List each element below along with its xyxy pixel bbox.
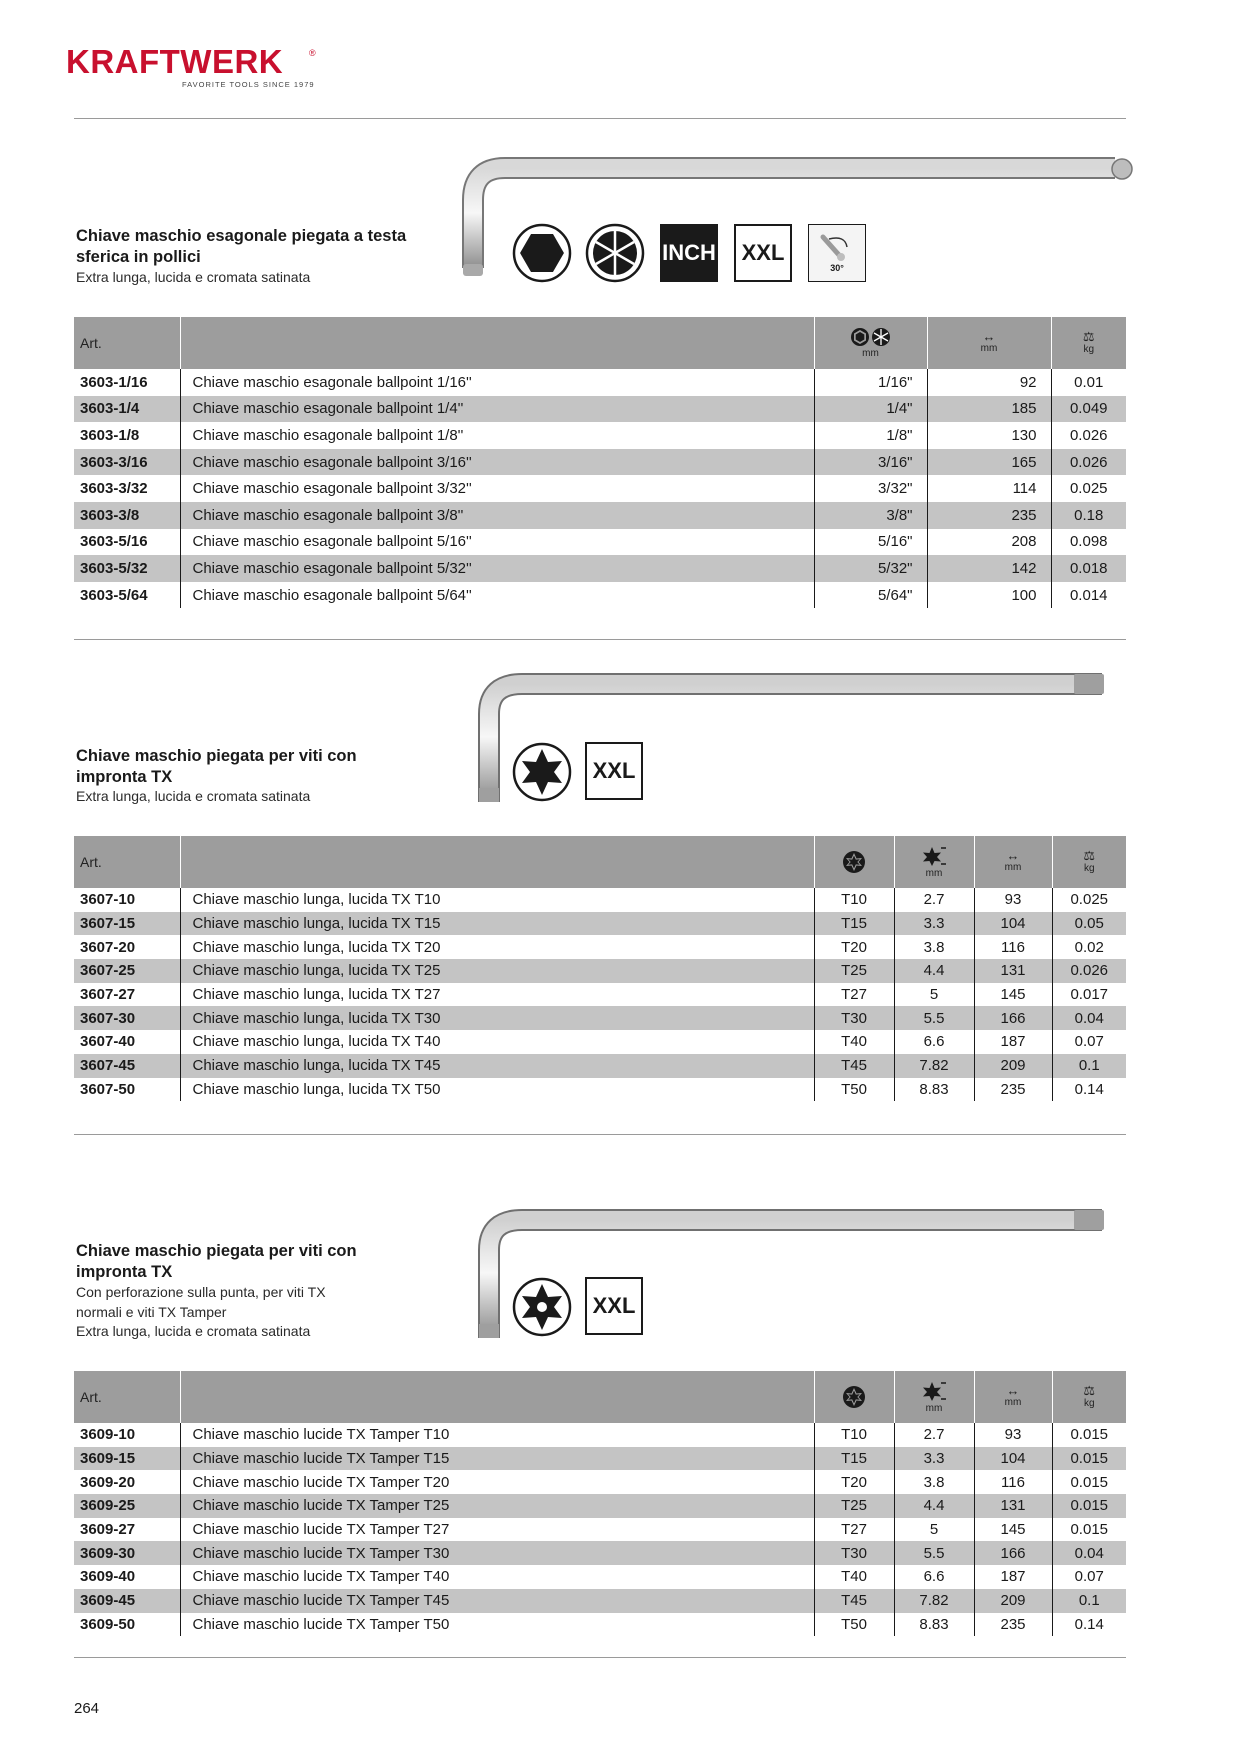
art-cell: 3609-30	[74, 1541, 180, 1565]
weight-cell: 0.098	[1069, 533, 1108, 551]
section-1-title: Chiave maschio esagonale piegata a testa sferica in pollici	[76, 227, 407, 266]
tx-column-header	[814, 1371, 894, 1423]
weight-column-header	[1052, 1371, 1126, 1423]
section-1-subtitle-line: Extra lunga, lucida e cromata satinata	[76, 269, 311, 285]
length-unit-label: mm	[980, 343, 998, 354]
table-row	[74, 1518, 1126, 1542]
tip-unit-label: mm	[925, 1403, 943, 1414]
section-3-title: Chiave maschio piegata per viti con impronta TX	[76, 1242, 357, 1281]
weight-cell: 0.07	[1074, 1033, 1104, 1051]
section-3-subtitle	[76, 1283, 416, 1342]
weight-cell: 0.018	[1051, 555, 1126, 582]
section-3-subtitle-line: Con perforazione sulla punta, per viti TX	[76, 1284, 326, 1300]
desc-cell: Chiave maschio esagonale ballpoint 3/16''	[180, 449, 814, 476]
tx-cell: T10	[814, 1423, 894, 1447]
table-row	[74, 935, 1126, 959]
tx-cell: T50	[814, 1613, 894, 1637]
table-row	[74, 1613, 1126, 1637]
scale-icon: ⚖	[1083, 1383, 1096, 1398]
tx-cell: T50	[814, 1078, 894, 1102]
length-cell: 166	[974, 1006, 1052, 1030]
length-unit-label: mm	[1004, 1397, 1022, 1408]
desc-cell: Chiave maschio lunga, lucida TX T50	[180, 1078, 814, 1102]
torx-icon	[512, 742, 572, 802]
length-cell: 209	[974, 1054, 1052, 1078]
table-header-row	[74, 836, 1126, 888]
desc-cell: Chiave maschio esagonale ballpoint 5/16''	[180, 529, 814, 556]
size-unit-label: mm	[862, 348, 879, 359]
length-cell: 165	[927, 449, 1051, 476]
table-row	[74, 502, 1126, 529]
table-row	[74, 369, 1126, 396]
weight-cell: 0.026	[1051, 449, 1126, 476]
length-cell: 187	[974, 1565, 1052, 1589]
tx-cell: T15	[814, 912, 894, 936]
desc-cell: Chiave maschio lucide TX Tamper T15	[180, 1447, 814, 1471]
art-cell: 3609-20	[74, 1470, 180, 1494]
table-header-row	[74, 317, 1126, 369]
description-column-header	[180, 317, 814, 369]
tx-cell: T30	[814, 1006, 894, 1030]
weight-cell: 0.015	[1052, 1447, 1126, 1471]
weight-unit-label: kg	[1083, 344, 1095, 355]
table-row	[74, 1006, 1126, 1030]
art-cell: 3603-5/64	[74, 582, 180, 609]
desc-cell: Chiave maschio lunga, lucida TX T30	[180, 1006, 814, 1030]
tip-cell: 2.7	[894, 1423, 974, 1447]
art-cell: 3609-25	[74, 1494, 180, 1518]
table-row	[74, 1030, 1126, 1054]
length-cell: 131	[974, 959, 1052, 983]
tip-cell: 7.82	[894, 1589, 974, 1613]
size-cell: 1/4"	[814, 396, 927, 423]
length-cell: 116	[974, 1470, 1052, 1494]
length-cell: 116	[974, 935, 1052, 959]
weight-column-header	[1052, 836, 1126, 888]
weight-cell: 0.015	[1052, 1494, 1126, 1518]
scale-icon: ⚖	[1083, 848, 1096, 863]
description-column-header	[180, 1371, 814, 1423]
tx-cell: T45	[814, 1589, 894, 1613]
xxl-badge: XXL	[585, 1277, 643, 1335]
tip-column-header	[894, 836, 974, 888]
tx-cell: T10	[814, 888, 894, 912]
spec-table-3609	[74, 1371, 1126, 1636]
length-cell: 104	[974, 912, 1052, 936]
length-cell: 145	[974, 1518, 1052, 1542]
angle-label: 30°	[830, 263, 844, 273]
art-cell: 3607-40	[74, 1030, 180, 1054]
length-arrow-icon: ↔	[1006, 848, 1020, 863]
table-row	[74, 1565, 1126, 1589]
size-cell: 3/16"	[814, 449, 927, 476]
tip-cell: 6.6	[894, 1565, 974, 1589]
tx-cell: T20	[814, 935, 894, 959]
brand-name: KRAFTWERK	[66, 43, 284, 80]
desc-cell: Chiave maschio lucide TX Tamper T10	[180, 1423, 814, 1447]
ball-angle-icon	[817, 233, 857, 263]
brand-logo	[66, 44, 326, 94]
hex-icon	[512, 223, 572, 283]
art-cell: 3603-5/32	[74, 555, 180, 582]
desc-cell: Chiave maschio lunga, lucida TX T27	[180, 983, 814, 1007]
art-column-header: Art.	[74, 1371, 180, 1423]
length-column-header	[974, 1371, 1052, 1423]
tx-cell: T25	[814, 959, 894, 983]
desc-cell: Chiave maschio esagonale ballpoint 1/4''	[180, 396, 814, 423]
top-divider	[74, 118, 1126, 119]
tip-cell: 3.3	[894, 912, 974, 936]
weight-cell: 0.07	[1074, 1568, 1104, 1586]
tip-unit-label: mm	[925, 868, 943, 879]
tip-cell: 4.4	[894, 1494, 974, 1518]
weight-cell: 0.05	[1052, 912, 1126, 936]
description-column-header	[180, 836, 814, 888]
desc-cell: Chiave maschio lunga, lucida TX T25	[180, 959, 814, 983]
size-cell: 3/32"	[814, 475, 927, 502]
torx-size-icon	[842, 1385, 866, 1409]
torx-tip-icon	[920, 845, 948, 867]
tx-cell: T45	[814, 1054, 894, 1078]
art-cell: 3607-20	[74, 935, 180, 959]
scale-icon: ⚖	[1082, 329, 1095, 344]
size-cell: 1/8"	[814, 422, 927, 449]
weight-cell: 0.015	[1070, 1473, 1109, 1491]
length-cell: 104	[974, 1447, 1052, 1471]
inch-badge: INCH	[660, 224, 718, 282]
tip-cell: 5.5	[894, 1541, 974, 1565]
tx-cell: T40	[814, 1030, 894, 1054]
table-row	[74, 1447, 1126, 1471]
table-row	[74, 888, 1126, 912]
table-row	[74, 422, 1126, 449]
length-cell: 166	[974, 1541, 1052, 1565]
table-row	[74, 1494, 1126, 1518]
section-2-subtitle-line: Extra lunga, lucida e cromata satinata	[76, 788, 311, 804]
art-cell: 3607-25	[74, 959, 180, 983]
desc-cell: Chiave maschio esagonale ballpoint 1/16''	[180, 369, 814, 396]
weight-cell: 0.015	[1070, 1521, 1109, 1539]
tx-cell: T27	[814, 1518, 894, 1542]
tip-cell: 8.83	[894, 1078, 974, 1102]
weight-cell: 0.1	[1052, 1054, 1126, 1078]
page-number: 264	[74, 1700, 100, 1717]
weight-cell: 0.026	[1069, 426, 1108, 444]
desc-cell: Chiave maschio lucide TX Tamper T25	[180, 1494, 814, 1518]
table-row	[74, 396, 1126, 423]
spec-table-3603	[74, 317, 1126, 608]
table-row	[74, 983, 1126, 1007]
section-divider-1	[74, 639, 1126, 640]
desc-cell: Chiave maschio lunga, lucida TX T10	[180, 888, 814, 912]
length-cell: 235	[974, 1613, 1052, 1637]
art-cell: 3603-3/8	[74, 502, 180, 529]
desc-cell: Chiave maschio lucide TX Tamper T45	[180, 1589, 814, 1613]
tx-cell: T15	[814, 1447, 894, 1471]
section-2-subtitle	[76, 787, 416, 807]
weight-cell: 0.014	[1069, 586, 1108, 604]
art-cell: 3609-50	[74, 1613, 180, 1637]
length-cell: 235	[974, 1078, 1052, 1102]
art-column-header: Art.	[74, 836, 180, 888]
length-cell: 131	[974, 1494, 1052, 1518]
table-row	[74, 1054, 1126, 1078]
length-cell: 92	[927, 369, 1051, 396]
desc-cell: Chiave maschio esagonale ballpoint 3/8''	[180, 502, 814, 529]
weight-cell: 0.026	[1052, 959, 1126, 983]
table-row	[74, 475, 1126, 502]
art-cell: 3607-27	[74, 983, 180, 1007]
desc-cell: Chiave maschio esagonale ballpoint 5/64''	[180, 582, 814, 609]
registered-mark: ®	[309, 48, 316, 58]
art-column-header: Art.	[74, 317, 180, 369]
art-cell: 3609-27	[74, 1518, 180, 1542]
desc-cell: Chiave maschio lucide TX Tamper T40	[180, 1565, 814, 1589]
weight-cell: 0.1	[1052, 1589, 1126, 1613]
weight-cell: 0.049	[1051, 396, 1126, 423]
table-row	[74, 1078, 1126, 1102]
size-cell: 1/16"	[814, 369, 927, 396]
weight-cell: 0.025	[1070, 891, 1109, 909]
weight-cell: 0.14	[1074, 1615, 1104, 1633]
tx-cell: T27	[814, 983, 894, 1007]
tip-cell: 4.4	[894, 959, 974, 983]
desc-cell: Chiave maschio lunga, lucida TX T20	[180, 935, 814, 959]
art-cell: 3609-45	[74, 1589, 180, 1613]
weight-cell: 0.015	[1070, 1426, 1109, 1444]
length-cell: 130	[927, 422, 1051, 449]
section-3-subtitle-line: normali e viti TX Tamper	[76, 1303, 227, 1320]
xxl-badge: XXL	[734, 224, 792, 282]
art-cell: 3607-50	[74, 1078, 180, 1102]
tip-cell: 5.5	[894, 1006, 974, 1030]
tip-cell: 5	[894, 983, 974, 1007]
xxl-badge: XXL	[585, 742, 643, 800]
length-cell: 100	[927, 582, 1051, 609]
bottom-divider	[74, 1657, 1126, 1658]
brand-tagline: FAVORITE TOOLS SINCE 1979	[182, 80, 315, 89]
length-column-header	[927, 317, 1051, 369]
weight-cell: 0.18	[1051, 502, 1126, 529]
desc-cell: Chiave maschio esagonale ballpoint 1/8''	[180, 422, 814, 449]
torx-size-icon	[842, 850, 866, 874]
tip-cell: 3.8	[894, 935, 974, 959]
tip-cell: 7.82	[894, 1054, 974, 1078]
desc-cell: Chiave maschio lunga, lucida TX T40	[180, 1030, 814, 1054]
art-cell: 3607-15	[74, 912, 180, 936]
length-cell: 235	[927, 502, 1051, 529]
length-arrow-icon: ↔	[982, 329, 996, 344]
length-cell: 187	[974, 1030, 1052, 1054]
tx-cell: T25	[814, 1494, 894, 1518]
table-row	[74, 449, 1126, 476]
art-cell: 3603-1/8	[74, 422, 180, 449]
tx-cell: T40	[814, 1565, 894, 1589]
table-row	[74, 529, 1126, 556]
tx-cell: T20	[814, 1470, 894, 1494]
art-cell: 3607-10	[74, 888, 180, 912]
length-cell: 209	[974, 1589, 1052, 1613]
length-cell: 114	[927, 475, 1051, 502]
art-cell: 3603-1/4	[74, 396, 180, 423]
art-cell: 3609-10	[74, 1423, 180, 1447]
table-row	[74, 959, 1126, 983]
size-cell: 5/32"	[814, 555, 927, 582]
section-3-subtitle-line: Extra lunga, lucida e cromata satinata	[76, 1323, 311, 1339]
hex-ballhex-icon	[850, 327, 892, 347]
ball-hex-icon	[585, 223, 645, 283]
size-cell: 3/8"	[814, 502, 927, 529]
weight-unit-label: kg	[1083, 863, 1095, 874]
spec-table-3607	[74, 836, 1126, 1101]
size-cell: 5/64"	[814, 582, 927, 609]
art-cell: 3609-15	[74, 1447, 180, 1471]
weight-unit-label: kg	[1083, 1398, 1095, 1409]
section-divider-2	[74, 1134, 1126, 1135]
art-cell: 3603-5/16	[74, 529, 180, 556]
tip-cell: 2.7	[894, 888, 974, 912]
length-cell: 185	[927, 396, 1051, 423]
desc-cell: Chiave maschio lunga, lucida TX T45	[180, 1054, 814, 1078]
table-row	[74, 912, 1126, 936]
length-cell: 145	[974, 983, 1052, 1007]
tx-cell: T30	[814, 1541, 894, 1565]
art-cell: 3607-30	[74, 1006, 180, 1030]
section-1-subtitle	[76, 268, 416, 288]
art-cell: 3609-40	[74, 1565, 180, 1589]
art-cell: 3607-45	[74, 1054, 180, 1078]
table-row	[74, 582, 1126, 609]
length-column-header	[974, 836, 1052, 888]
length-cell: 142	[927, 555, 1051, 582]
tip-cell: 3.8	[894, 1470, 974, 1494]
desc-cell: Chiave maschio esagonale ballpoint 5/32''	[180, 555, 814, 582]
tip-column-header	[894, 1371, 974, 1423]
art-cell: 3603-1/16	[74, 369, 180, 396]
art-cell: 3603-3/16	[74, 449, 180, 476]
desc-cell: Chiave maschio lucide TX Tamper T27	[180, 1518, 814, 1542]
table-row	[74, 1423, 1126, 1447]
weight-cell: 0.025	[1069, 480, 1108, 498]
table-header-row	[74, 1371, 1126, 1423]
size-cell: 5/16"	[814, 529, 927, 556]
desc-cell: Chiave maschio esagonale ballpoint 3/32''	[180, 475, 814, 502]
art-cell: 3603-3/32	[74, 475, 180, 502]
length-cell: 93	[974, 1423, 1052, 1447]
section-2-title: Chiave maschio piegata per viti con impronta TX	[76, 747, 357, 786]
desc-cell: Chiave maschio lucide TX Tamper T50	[180, 1613, 814, 1637]
table-row	[74, 1589, 1126, 1613]
weight-cell: 0.04	[1052, 1541, 1126, 1565]
length-unit-label: mm	[1004, 862, 1022, 873]
table-row	[74, 1470, 1126, 1494]
torx-tip-icon	[920, 1380, 948, 1402]
table-row	[74, 1541, 1126, 1565]
tx-column-header	[814, 836, 894, 888]
tip-cell: 6.6	[894, 1030, 974, 1054]
tip-cell: 5	[894, 1518, 974, 1542]
desc-cell: Chiave maschio lunga, lucida TX T15	[180, 912, 814, 936]
tip-cell: 8.83	[894, 1613, 974, 1637]
desc-cell: Chiave maschio lucide TX Tamper T30	[180, 1541, 814, 1565]
weight-cell: 0.14	[1074, 1080, 1104, 1098]
weight-cell: 0.017	[1070, 986, 1109, 1004]
length-cell: 208	[927, 529, 1051, 556]
length-cell: 93	[974, 888, 1052, 912]
weight-cell: 0.02	[1074, 938, 1104, 956]
angle-30-badge	[808, 224, 866, 282]
weight-cell: 0.01	[1074, 373, 1104, 391]
size-column-header	[814, 317, 927, 369]
weight-column-header	[1051, 317, 1126, 369]
length-arrow-icon: ↔	[1006, 1383, 1020, 1398]
torx-tamper-icon	[512, 1277, 572, 1337]
tip-cell: 3.3	[894, 1447, 974, 1471]
table-row	[74, 555, 1126, 582]
desc-cell: Chiave maschio lucide TX Tamper T20	[180, 1470, 814, 1494]
weight-cell: 0.04	[1052, 1006, 1126, 1030]
